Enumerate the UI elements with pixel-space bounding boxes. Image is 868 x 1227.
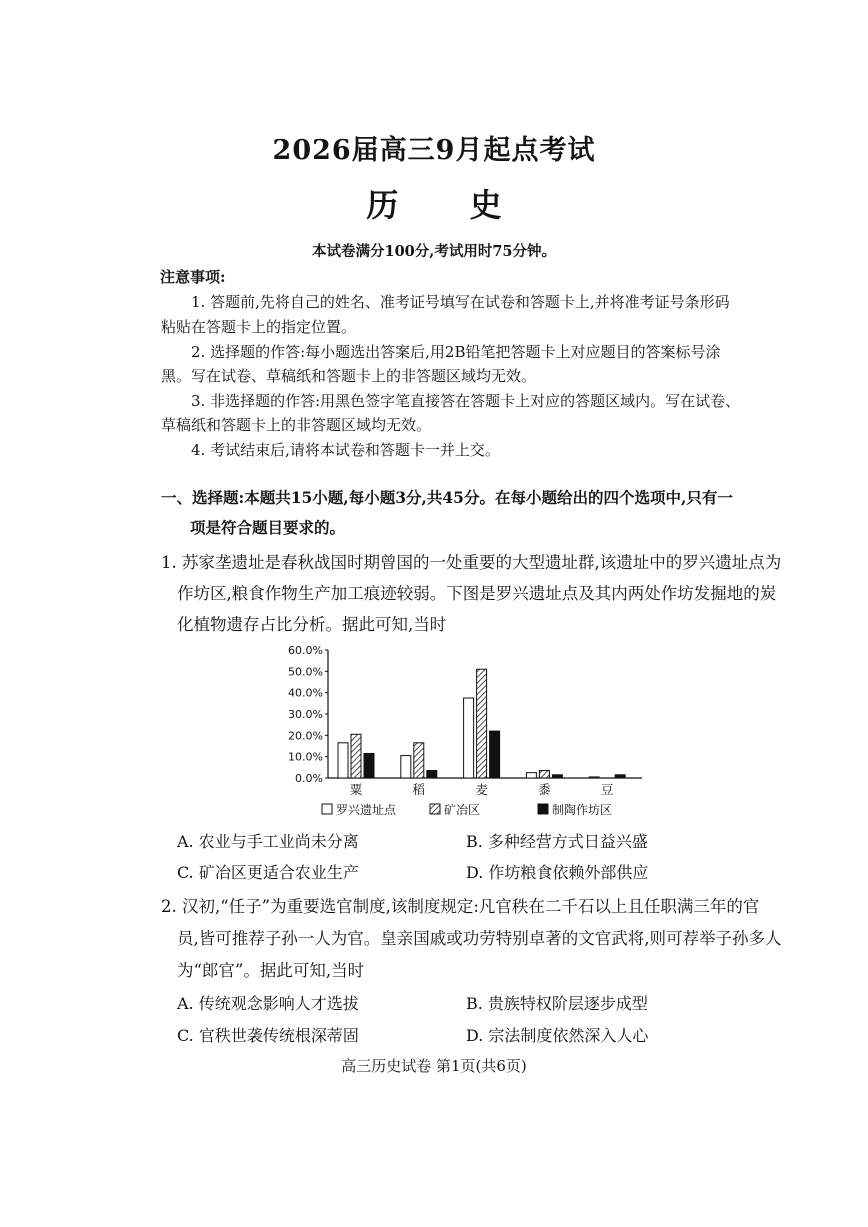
bar	[539, 771, 549, 778]
exam-subject: 历 史	[366, 186, 532, 224]
x-category-label: 豆	[600, 782, 614, 797]
x-category-label: 稻	[412, 782, 426, 797]
q1-option-a: A. 农业与手工业尚未分离	[177, 832, 359, 851]
exam-title: 2026届高三9月起点考试	[272, 135, 596, 166]
q1-stem: 1. 苏家垄遗址是春秋战国时期曾国的一处重要的大型遗址群,该遗址中的罗兴遗址点为	[161, 553, 782, 572]
legend-swatch	[322, 804, 332, 814]
chart	[280, 642, 660, 827]
x-category-label: 麦	[475, 782, 488, 797]
bar	[364, 753, 374, 778]
q1-stem: 作坊区,粮食作物生产加工痕迹较弱。下图是罗兴遗址点及其内两处作坊发掘地的炭	[177, 584, 777, 603]
legend-swatch	[538, 804, 548, 814]
page-footer: 高三历史试卷 第1页(共6页)	[341, 1057, 527, 1075]
y-tick-label: 10.0%	[288, 750, 323, 764]
section-heading: 一、选择题:本题共15小题,每小题3分,共45分。在每小题给出的四个选项中,只有一	[161, 488, 733, 507]
bar	[552, 775, 562, 778]
q2-option-a: A. 传统观念影响人才选拔	[177, 994, 359, 1013]
notice-line: 4. 考试结束后,请将本试卷和答题卡一并上交。	[191, 441, 500, 459]
q2-option-d: D. 宗法制度依然深入人心	[466, 1026, 649, 1045]
notice-line: 粘贴在答题卡上的指定位置。	[161, 318, 357, 336]
y-tick-label: 20.0%	[288, 729, 323, 743]
q1-stem: 化植物遗存占比分析。据此可知,当时	[177, 615, 447, 634]
q1-option-c: C. 矿冶区更适合农业生产	[177, 863, 359, 882]
notice-line: 2. 选择题的作答:每小题选出答案后,用2B铅笔把答题卡上对应题目的答案标号涂	[191, 343, 721, 361]
legend-swatch	[430, 804, 440, 814]
q2-option-c: C. 官秩世袭传统根深蒂固	[177, 1026, 359, 1045]
bar	[589, 777, 599, 778]
q1-option-b: B. 多种经营方式日益兴盛	[466, 832, 648, 851]
y-tick-label: 50.0%	[288, 665, 323, 679]
y-tick-label: 60.0%	[288, 644, 323, 657]
q2-stem: 2. 汉初,“任子”为重要选官制度,该制度规定:凡官秩在二千石以上且任职满三年的官	[161, 897, 760, 916]
q2-stem: 为“郎官”。据此可知,当时	[177, 961, 365, 980]
bar	[464, 698, 474, 778]
y-tick-label: 0.0%	[295, 772, 323, 785]
q2-option-b: B. 贵族特权阶层逐步成型	[466, 994, 648, 1013]
legend-label: 制陶作坊区	[552, 803, 613, 817]
notice-line: 1. 答题前,先将自己的姓名、准考证号填写在试卷和答题卡上,并将准考证号条形码	[191, 293, 730, 311]
section-heading-cont: 项是符合题目要求的。	[190, 518, 346, 537]
x-category-label: 黍	[538, 782, 551, 797]
notice-heading: 注意事项:	[160, 268, 226, 286]
legend-label: 罗兴遗址点	[336, 803, 397, 817]
x-category-label: 粟	[349, 782, 363, 797]
notice-line: 黑。写在试卷、草稿纸和答题卡上的非答题区域均无效。	[161, 367, 537, 385]
y-tick-label: 40.0%	[288, 686, 323, 700]
bar	[526, 773, 536, 778]
score-line: 本试卷满分100分,考试用时75分钟。	[312, 243, 556, 260]
notice-line: 3. 非选择题的作答:用黑色签字笔直接答在答题卡上对应的答题区域内。写在试卷、	[191, 392, 741, 410]
q1-option-d: D. 作坊粮食依赖外部供应	[466, 863, 649, 882]
y-tick-label: 30.0%	[288, 708, 323, 721]
q2-stem: 员,皆可推荐子孙一人为官。皇亲国戚或功劳特别卓著的文官武将,则可荐举子孙多人	[177, 929, 782, 948]
bar	[615, 775, 625, 778]
bar	[427, 771, 437, 778]
notice-line: 草稿纸和答题卡上的非答题区域均无效。	[161, 416, 432, 434]
bar	[351, 734, 361, 778]
bar	[414, 743, 424, 778]
legend-label: 矿冶区	[444, 803, 481, 817]
bar	[338, 743, 348, 778]
bar	[477, 669, 487, 778]
bar	[490, 731, 500, 778]
bar	[401, 756, 411, 778]
